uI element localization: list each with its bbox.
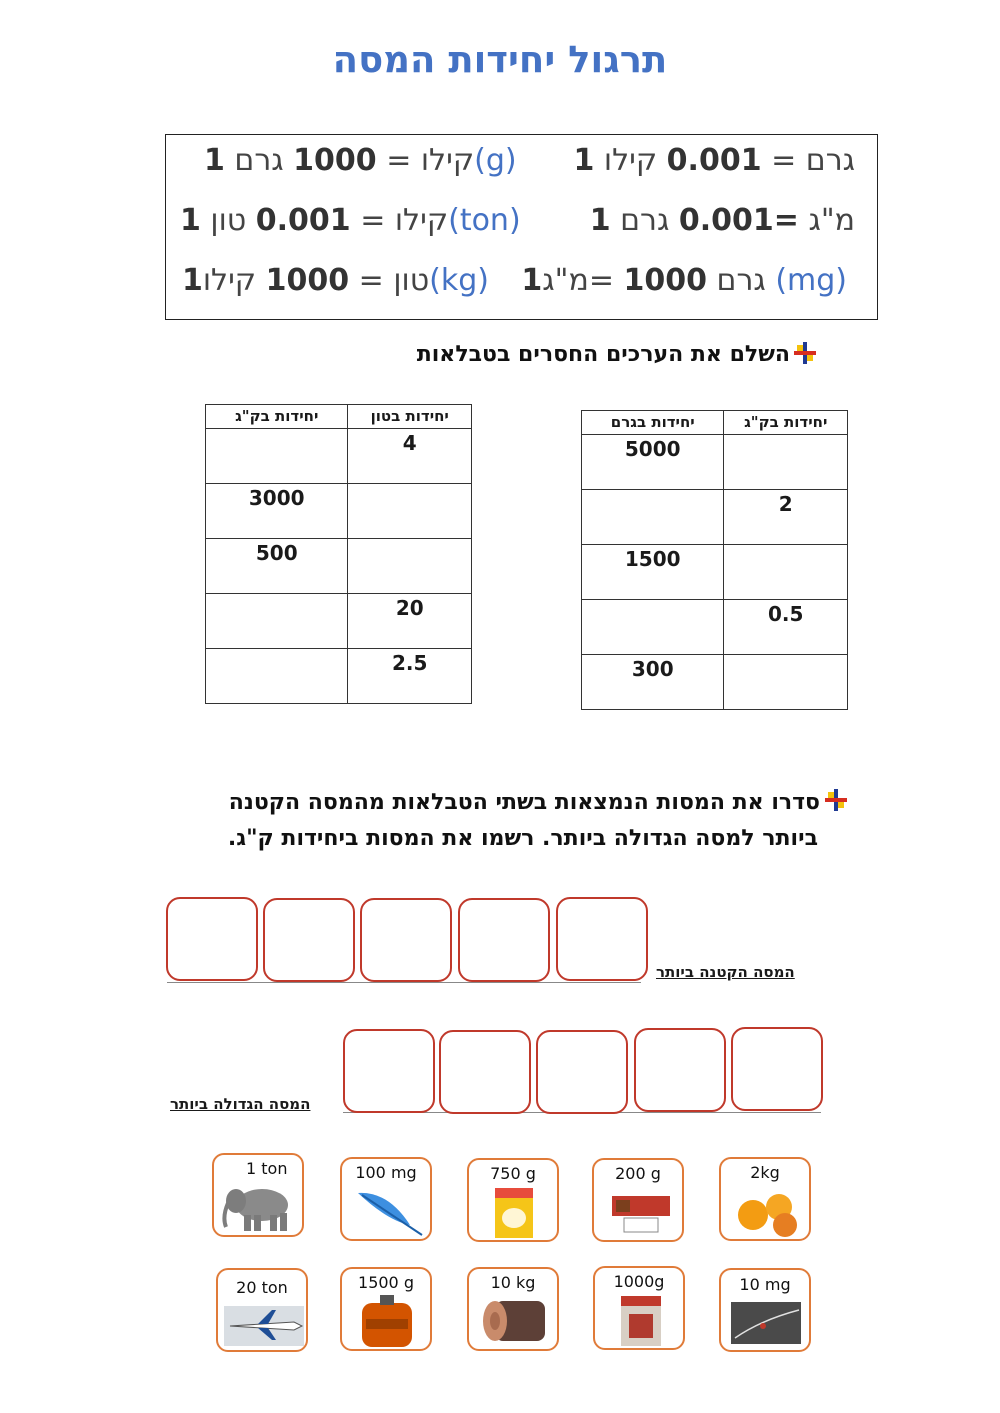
table-row	[206, 594, 472, 649]
cereal-box-icon	[475, 1186, 555, 1240]
table-cell-ton[interactable]: 4	[348, 429, 472, 484]
table-row	[206, 484, 472, 539]
answer-slot[interactable]	[731, 1027, 823, 1111]
mass-card[interactable]: 100 mg	[340, 1157, 432, 1241]
hair-icon	[727, 1296, 807, 1350]
table-row	[206, 649, 472, 704]
table-cell-gram[interactable]: 300	[582, 655, 724, 710]
table-cell-gram[interactable]	[582, 490, 724, 545]
flour-bag-icon	[601, 1294, 681, 1348]
table-cell-kg[interactable]	[724, 545, 848, 600]
mass-card[interactable]: 750 g	[467, 1158, 559, 1242]
table-kg-to-grams	[581, 410, 848, 710]
mass-card[interactable]: 10 kg	[467, 1267, 559, 1351]
answer-slot[interactable]	[343, 1029, 435, 1113]
instruction-order-masses-line1: סדרו את המסות הנמצאות בשתי הטבלאות מהמסה הקטנה	[228, 790, 820, 815]
answer-line	[167, 982, 641, 983]
mass-card[interactable]: 1500 g	[340, 1267, 432, 1351]
table-row	[582, 435, 848, 490]
elephant-icon	[220, 1181, 300, 1235]
formula-gram-to-mg: 1 גרם 1000 =מ"ג (mg)	[521, 263, 847, 298]
instruction-order-masses-line2: ביותר למסה הגדולה ביותר. רשמו את המסות ביחידות ק"ג.	[227, 826, 818, 851]
formula-kilo-to-ton: 1 קילו = 0.001 טון (ton)	[180, 203, 521, 238]
table-cell-kg[interactable]	[724, 435, 848, 490]
table-header: יחידות בגרם	[582, 411, 724, 435]
log-icon	[475, 1295, 555, 1349]
formula-kilo-to-gram: 1 קילו = 1000 גרם (g)	[204, 143, 517, 178]
mass-card[interactable]: 10 mg	[719, 1268, 811, 1352]
table-row	[206, 429, 472, 484]
formula-ton-to-kilo: 1 טון = 1000 קילו (kg)	[182, 263, 489, 298]
answer-slot[interactable]	[439, 1030, 531, 1114]
table-row	[582, 655, 848, 710]
bullet-icon	[825, 789, 847, 811]
mass-card[interactable]: 1000g	[593, 1266, 685, 1350]
answer-slot[interactable]	[458, 898, 550, 982]
table-header: יחידות בטון	[348, 405, 472, 429]
table-header: יחידות בק"ג	[724, 411, 848, 435]
table-row	[582, 490, 848, 545]
table-cell-gram[interactable]	[582, 600, 724, 655]
gas-canister-icon	[348, 1295, 428, 1349]
answer-slot[interactable]	[536, 1030, 628, 1114]
table-cell-kg[interactable]: 500	[206, 539, 348, 594]
table-row	[582, 600, 848, 655]
table-cell-kg[interactable]: 0.5	[724, 600, 848, 655]
table-cell-kg[interactable]	[724, 655, 848, 710]
mass-card[interactable]: 200 g	[592, 1158, 684, 1242]
largest-mass-label: המסה הגדולה ביותר	[170, 1095, 311, 1113]
bullet-icon	[794, 342, 816, 364]
formula-mg-to-gram: 1 מ"ג =0.001 גרם	[589, 203, 855, 238]
conversion-reference-box	[165, 134, 878, 320]
oranges-icon	[727, 1185, 807, 1239]
table-cell-ton[interactable]: 20	[348, 594, 472, 649]
table-row	[206, 539, 472, 594]
answer-slot[interactable]	[166, 897, 258, 981]
table-cell-ton[interactable]	[348, 539, 472, 594]
smallest-mass-label: המסה הקטנה ביותר	[656, 963, 795, 981]
mass-card[interactable]: 2kg	[719, 1157, 811, 1241]
formula-gram-to-kilo: 1 גרם = 0.001 קילו	[573, 143, 855, 178]
answer-slot[interactable]	[634, 1028, 726, 1112]
mass-card[interactable]: 20 ton	[216, 1268, 308, 1352]
table-cell-kg[interactable]	[206, 649, 348, 704]
table-header: יחידות בק"ג	[206, 405, 348, 429]
answer-slot[interactable]	[360, 898, 452, 982]
table-cell-ton[interactable]	[348, 484, 472, 539]
answer-slot[interactable]	[263, 898, 355, 982]
table-row	[582, 545, 848, 600]
table-cell-kg[interactable]: 2	[724, 490, 848, 545]
table-cell-gram[interactable]: 1500	[582, 545, 724, 600]
table-cell-kg[interactable]	[206, 594, 348, 649]
table-tons-to-kg	[205, 404, 472, 704]
chocolate-icon	[600, 1186, 680, 1240]
table-cell-ton[interactable]: 2.5	[348, 649, 472, 704]
answer-slot[interactable]	[556, 897, 648, 981]
table-cell-kg[interactable]: 3000	[206, 484, 348, 539]
feather-icon	[348, 1185, 428, 1239]
mass-card[interactable]: 1 ton	[212, 1153, 304, 1237]
table-cell-kg[interactable]	[206, 429, 348, 484]
page-title: תרגול יחידות המסה	[332, 38, 668, 81]
airplane-icon	[224, 1296, 304, 1350]
instruction-fill-tables: השלם את הערכים החסרים בטבלאות	[416, 342, 790, 367]
table-cell-gram[interactable]: 5000	[582, 435, 724, 490]
